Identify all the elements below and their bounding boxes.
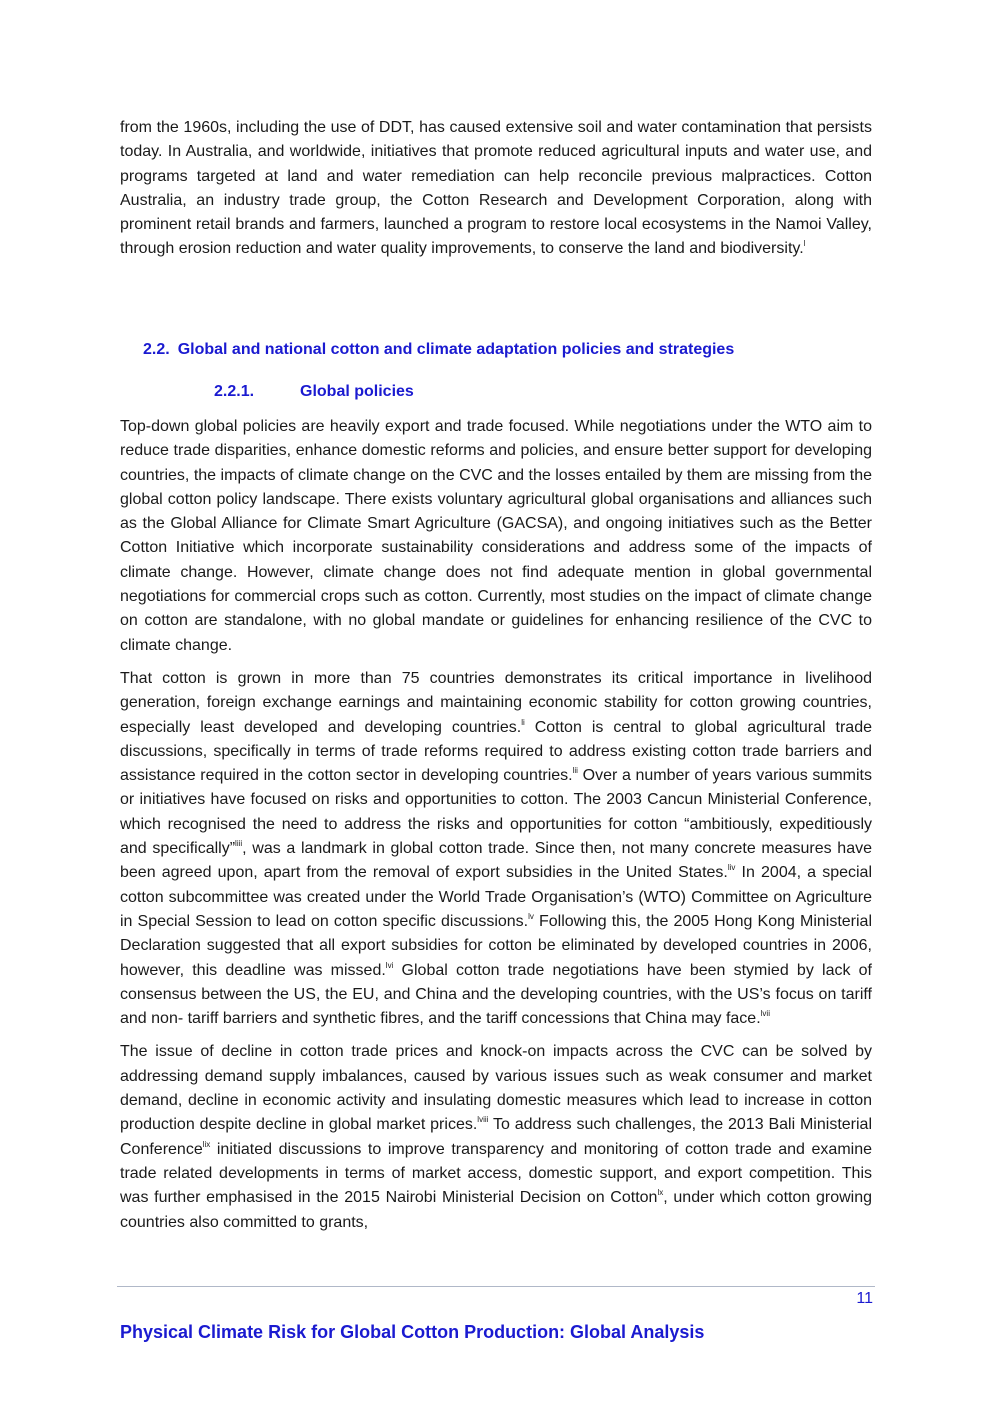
footnote-ref[interactable]: lx	[657, 1188, 664, 1198]
subsection-title: Global policies	[300, 383, 414, 400]
footnote-ref[interactable]: lii	[572, 766, 578, 776]
paragraph-cotton-trade: That cotton is grown in more than 75 countries demonstrates its critical importance in livelihood generation, foreign exchange earnings and maintaining economic stability for cotton growing countries, especially least developed and developing countries.$^{li}$ Cotton is central to global agricultural trade discussions, specifically in terms of trade reforms required to address existing cotton trade barriers and assistance required in the cotton sector in developing countries.$^{lii}$ Over a number of years various summits or initiatives have focused on risks and opportunities to cotton. The 2003 Cancun Ministerial Conference, which recognised the need to address the risks and opportunities for cotton “ambitiously, expeditiously and specifically”$^{liii}$, was a landmark in global cotton trade. Since then, not many concrete measures have been agreed upon, apart from the removal of export subsidies in the United States.$^{liv}$ In 2004, a special cotton subcommittee was created under the World Trade Organisation’s (WTO) Committee on Agriculture in Special Session to lead on cotton specific discussions.$^{lv}$ Following this, the 2005 Hong Kong Ministerial Declaration suggested that all export subsidies for cotton be eliminated by developed countries in 2006, however, this deadline was missed.$^{lvi}$ Global cotton trade negotiations have been stymied by lack of consensus between the US, the EU, and China and the developing countries, with the US’s focus on tariff and non- tariff barriers and synthetic fibres, and the tariff concessions that China may face.$^{lvii}$	[120, 669, 873, 1028]
intro-block	[120, 116, 872, 262]
paragraph-trade-prices: The issue of decline in cotton trade prices and knock-on impacts across the CVC can be solved by addressing demand supply imbalances, caused by various issues such as weak consumer and market demand, decline in economic activity and insulating domestic measures which lead to increase in cotton production despite decline in global market prices.$^{lviii}$ To address such challenges, the 2013 Bali Ministerial Conference$^{lix}$ initiated discussions to improve transparency and monitoring of cotton trade and examine trade related developments in terms of market access, domestic support, and export competition. This was further emphasised in the 2015 Nairobi Ministerial Decision on Cotton$^{lx}$, under which cotton growing countries also committed to grants,	[120, 1043, 872, 1231]
footer-document-title: Physical Climate Risk for Global Cotton Production: Global Analysis	[120, 1322, 705, 1342]
footnote-ref[interactable]: lv	[528, 911, 534, 921]
section-title: Global and national cotton and climate adaptation policies and strategies	[177, 341, 735, 358]
footnote-ref[interactable]: liv	[727, 863, 736, 873]
section-number: 2.2.	[143, 341, 170, 358]
footnote-ref[interactable]: lvi	[385, 960, 394, 970]
section-heading	[143, 341, 734, 359]
intro-paragraph: from the 1960s, including the use of DDT, has caused extensive soil and water contamination that persists today. In Australia, and worldwide, initiatives that promote reduced agricultural inputs and water use, and programs targeted at land and water remediation can help reconcile previous malpractices. Cotton Australia, an industry trade group, the Cotton Research and Development Corporation, along with prominent retail brands and farmers, launched a program to restore local ecosystems in the Namoi Valley, through erosion reduction and water quality improvements, to conserve the land and biodiversity.$^l$	[120, 119, 872, 258]
footnote-ref[interactable]: liii	[235, 839, 243, 849]
footnote-ref[interactable]: l	[803, 239, 806, 249]
section-body	[120, 415, 872, 1235]
footnote-ref[interactable]: lviii	[477, 1115, 489, 1125]
page-number: 11	[856, 1290, 873, 1307]
footer-divider	[117, 1286, 875, 1287]
paragraph-global-policies: Top-down global policies are heavily export and trade focused. While negotiations under the WTO aim to reduce trade disparities, enhance domestic reforms and policies, and ensure better support for developing countries, the impacts of climate change on the CVC and the losses entailed by them are missing from the global cotton policy landscape. There exists voluntary agricultural global organisations and alliances such as the Global Alliance for Climate Smart Agriculture (GACSA), and ongoing initiatives such as the Better Cotton Initiative which incorporate sustainability considerations and address some of the impacts of climate change. However, climate change does not find adequate mention in global governmental negotiations for commercial crops such as cotton. Currently, most studies on the impact of climate change on cotton are standalone, with no global mandate or guidelines for enhancing resilience of the CVC to climate change.	[120, 418, 872, 654]
footnote-ref[interactable]: li	[521, 717, 525, 727]
subsection-number: 2.2.1.	[214, 383, 255, 400]
footnote-ref[interactable]: lix	[202, 1139, 211, 1149]
footnote-ref[interactable]: lvii	[760, 1009, 770, 1019]
subsection-heading	[214, 383, 414, 401]
